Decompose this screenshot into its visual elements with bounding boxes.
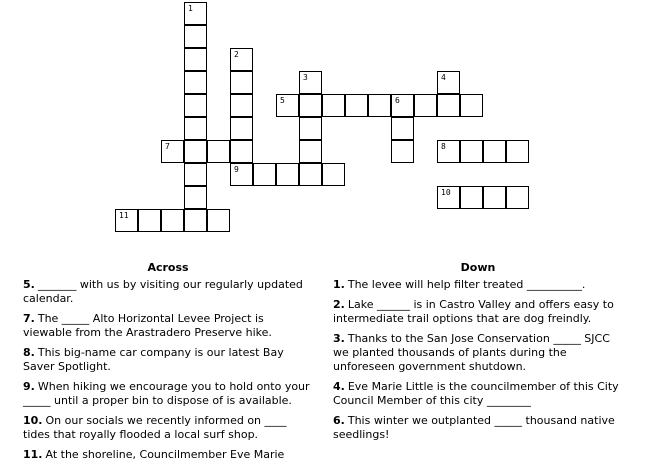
- crossword-cell[interactable]: [230, 48, 253, 71]
- clue-text: On our socials we recently informed on ____ tides that royally flooded a local surf shop.: [23, 414, 287, 441]
- crossword-cell[interactable]: [184, 163, 207, 186]
- clue-number: 1: [188, 4, 193, 13]
- crossword-cell[interactable]: [161, 140, 184, 163]
- across-clue: [23, 380, 313, 408]
- crossword-cell[interactable]: [483, 140, 506, 163]
- crossword-cell[interactable]: [184, 71, 207, 94]
- clue-number: 10.: [23, 414, 43, 427]
- crossword-cell[interactable]: [437, 186, 460, 209]
- crossword-cell[interactable]: [115, 209, 138, 232]
- clue-number: 11: [119, 211, 129, 220]
- crossword-cell[interactable]: [276, 94, 299, 117]
- crossword-cell[interactable]: [184, 209, 207, 232]
- clue-number: 2: [234, 50, 239, 59]
- down-clue-list: [333, 278, 628, 448]
- clue-text: Thanks to the San Jose Conservation _____ SJCC we planted thousands of plants during the unforeseen government shutdown.: [333, 332, 610, 373]
- clue-text: This winter we outplanted _____ thousand native seedlings!: [333, 414, 615, 441]
- crossword-cell[interactable]: [138, 209, 161, 232]
- clue-number: 4: [441, 73, 446, 82]
- clue-number: 10: [441, 188, 451, 197]
- crossword-cell[interactable]: [414, 94, 437, 117]
- crossword-cell[interactable]: [345, 94, 368, 117]
- crossword-cell[interactable]: [184, 25, 207, 48]
- clue-text: This big-name car company is our latest Bay Saver Spotlight.: [23, 346, 284, 373]
- clue-number: 4.: [333, 380, 345, 393]
- crossword-cell[interactable]: [460, 94, 483, 117]
- crossword-cell[interactable]: [184, 140, 207, 163]
- crossword-cell[interactable]: [276, 163, 299, 186]
- down-clue: [333, 332, 628, 374]
- crossword-cell[interactable]: [322, 94, 345, 117]
- clue-number: 11.: [23, 448, 43, 461]
- crossword-cell[interactable]: [299, 140, 322, 163]
- crossword-cell[interactable]: [391, 117, 414, 140]
- crossword-cell[interactable]: [184, 117, 207, 140]
- clue-number: 7.: [23, 312, 35, 325]
- clue-text: _______ with us by visiting our regularly updated calendar.: [23, 278, 303, 305]
- clue-number: 7: [165, 142, 170, 151]
- across-clue: [23, 448, 313, 462]
- clue-number: 9.: [23, 380, 35, 393]
- clue-number: 8.: [23, 346, 35, 359]
- across-clue: [23, 346, 313, 374]
- crossword-cell[interactable]: [437, 140, 460, 163]
- clue-text: When hiking we encourage you to hold onto your _____ until a proper bin to dispose of is available.: [23, 380, 310, 407]
- crossword-cell[interactable]: [368, 94, 391, 117]
- clue-number: 6: [395, 96, 400, 105]
- crossword-cell[interactable]: [230, 117, 253, 140]
- down-heading: Down: [460, 261, 496, 274]
- crossword-cell[interactable]: [299, 163, 322, 186]
- clue-number: 9: [234, 165, 239, 174]
- crossword-cell[interactable]: [391, 94, 414, 117]
- crossword-cell[interactable]: [506, 140, 529, 163]
- across-clue: [23, 312, 313, 340]
- down-clue: [333, 278, 628, 292]
- crossword-cell[interactable]: [230, 71, 253, 94]
- clue-text: The levee will help filter treated __________.: [347, 278, 586, 291]
- crossword-cell[interactable]: [230, 94, 253, 117]
- crossword-cell[interactable]: [207, 140, 230, 163]
- clue-number: 5.: [23, 278, 35, 291]
- crossword-cell[interactable]: [207, 209, 230, 232]
- down-clue: [333, 414, 628, 442]
- across-clue: [23, 278, 313, 306]
- crossword-cell[interactable]: [299, 117, 322, 140]
- clue-number: 2.: [333, 298, 345, 311]
- crossword-cell[interactable]: [437, 71, 460, 94]
- crossword-cell[interactable]: [299, 94, 322, 117]
- clue-number: 5: [280, 96, 285, 105]
- crossword-cell[interactable]: [460, 186, 483, 209]
- down-clue: [333, 380, 628, 408]
- clue-number: 6.: [333, 414, 345, 427]
- crossword-cell[interactable]: [506, 186, 529, 209]
- across-clue-list: [23, 278, 313, 468]
- clue-text: Lake ______ is in Castro Valley and offers easy to intermediate trail options that are dog freindly.: [333, 298, 614, 325]
- clue-number: 3.: [333, 332, 345, 345]
- crossword-cell[interactable]: [483, 186, 506, 209]
- crossword-cell[interactable]: [184, 94, 207, 117]
- crossword-cell[interactable]: [230, 163, 253, 186]
- crossword-cell[interactable]: [161, 209, 184, 232]
- across-clue: [23, 414, 313, 442]
- clue-text: The _____ Alto Horizontal Levee Project is viewable from the Arastradero Preserve hike.: [23, 312, 272, 339]
- crossword-cell[interactable]: [299, 71, 322, 94]
- crossword-cell[interactable]: [184, 48, 207, 71]
- clue-number: 8: [441, 142, 446, 151]
- clue-number: 1.: [333, 278, 345, 291]
- crossword-cell[interactable]: [322, 163, 345, 186]
- clue-text: At the shoreline, Councilmember Eve Marie: [45, 448, 285, 461]
- crossword-cell[interactable]: [184, 186, 207, 209]
- clue-text: Eve Marie Little is the councilmember of this City Council Member of this city ________: [333, 380, 619, 407]
- crossword-cell[interactable]: [460, 140, 483, 163]
- crossword-cell[interactable]: [391, 140, 414, 163]
- clue-number: 3: [303, 73, 308, 82]
- crossword-cell[interactable]: [437, 94, 460, 117]
- down-clue: [333, 298, 628, 326]
- crossword-cell[interactable]: [253, 163, 276, 186]
- across-heading: Across: [147, 261, 189, 274]
- crossword-cell[interactable]: [230, 140, 253, 163]
- crossword-cell[interactable]: [184, 2, 207, 25]
